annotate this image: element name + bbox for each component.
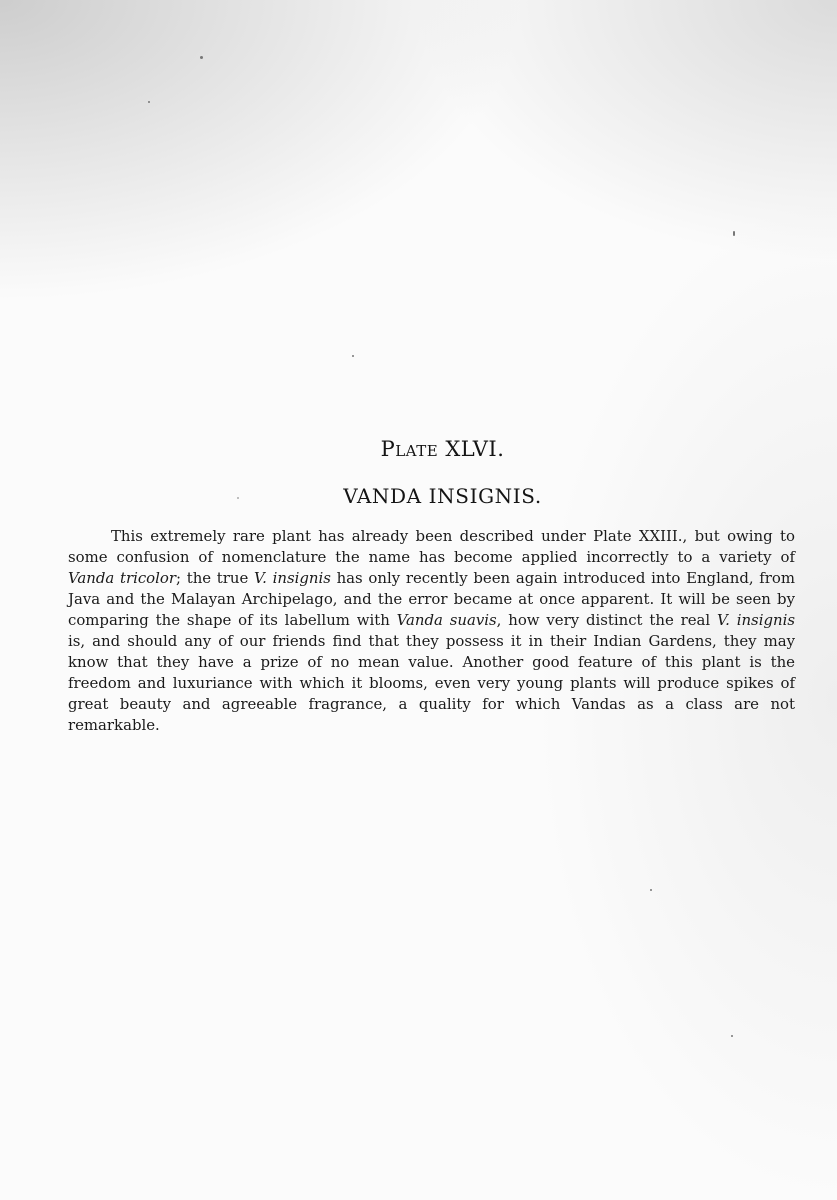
line-text: know that they have a prize of no mean value. Another good feature of this plant is the <box>68 653 795 671</box>
line-text: Java and the Malayan Archipelago, and the error became at once apparent. It will be seen by <box>68 590 795 608</box>
paragraph-line <box>68 652 795 673</box>
paragraph-line <box>68 589 795 610</box>
line-text: This extremely rare plant has already been described under Plate XXIII., but owing to <box>111 527 795 545</box>
italic-species-name: Vanda tricolor <box>68 569 176 587</box>
line-text: , how very distinct the real <box>496 611 717 629</box>
paragraph-line <box>68 610 795 631</box>
line-text: great beauty and agreeable fragrance, a quality for which Vandas as a class are not <box>68 695 795 713</box>
scan-speck <box>733 231 735 236</box>
italic-species-name: V. insignis <box>254 569 331 587</box>
italic-species-name: V. insignis <box>716 611 795 629</box>
scan-speck <box>148 101 150 103</box>
paragraph-line <box>68 526 795 547</box>
paragraph-line <box>68 673 795 694</box>
scan-speck <box>352 355 354 357</box>
line-text: comparing the shape of its labellum with <box>68 611 397 629</box>
line-text: some confusion of nomenclature the name has become applied incorrectly to a variety of <box>68 548 795 566</box>
line-text: ; the true <box>175 569 255 587</box>
line-text: is, and should any of our friends find that they possess it in their Indian Gardens, they may <box>68 632 795 650</box>
paragraph-line <box>68 631 795 652</box>
paragraph-line <box>68 547 795 568</box>
plate-label: Plate <box>380 437 439 461</box>
scan-speck <box>650 889 652 891</box>
line-text: remarkable. <box>68 716 160 734</box>
paragraph-line <box>68 694 795 715</box>
line-text: freedom and luxuriance with which it blooms, even very young plants will produce spikes of <box>68 674 795 692</box>
scan-speck <box>731 1035 733 1037</box>
plate-number: XLVI. <box>445 437 505 461</box>
italic-species-name: Vanda suavis <box>396 611 497 629</box>
plate-heading <box>0 437 837 461</box>
paragraph-line <box>68 568 795 589</box>
line-text: has only recently been again introduced into England, from <box>330 569 796 587</box>
scan-speck <box>200 56 203 59</box>
description-paragraph <box>68 526 795 736</box>
species-title: VANDA INSIGNIS. <box>343 484 542 508</box>
paragraph-line <box>68 715 795 736</box>
